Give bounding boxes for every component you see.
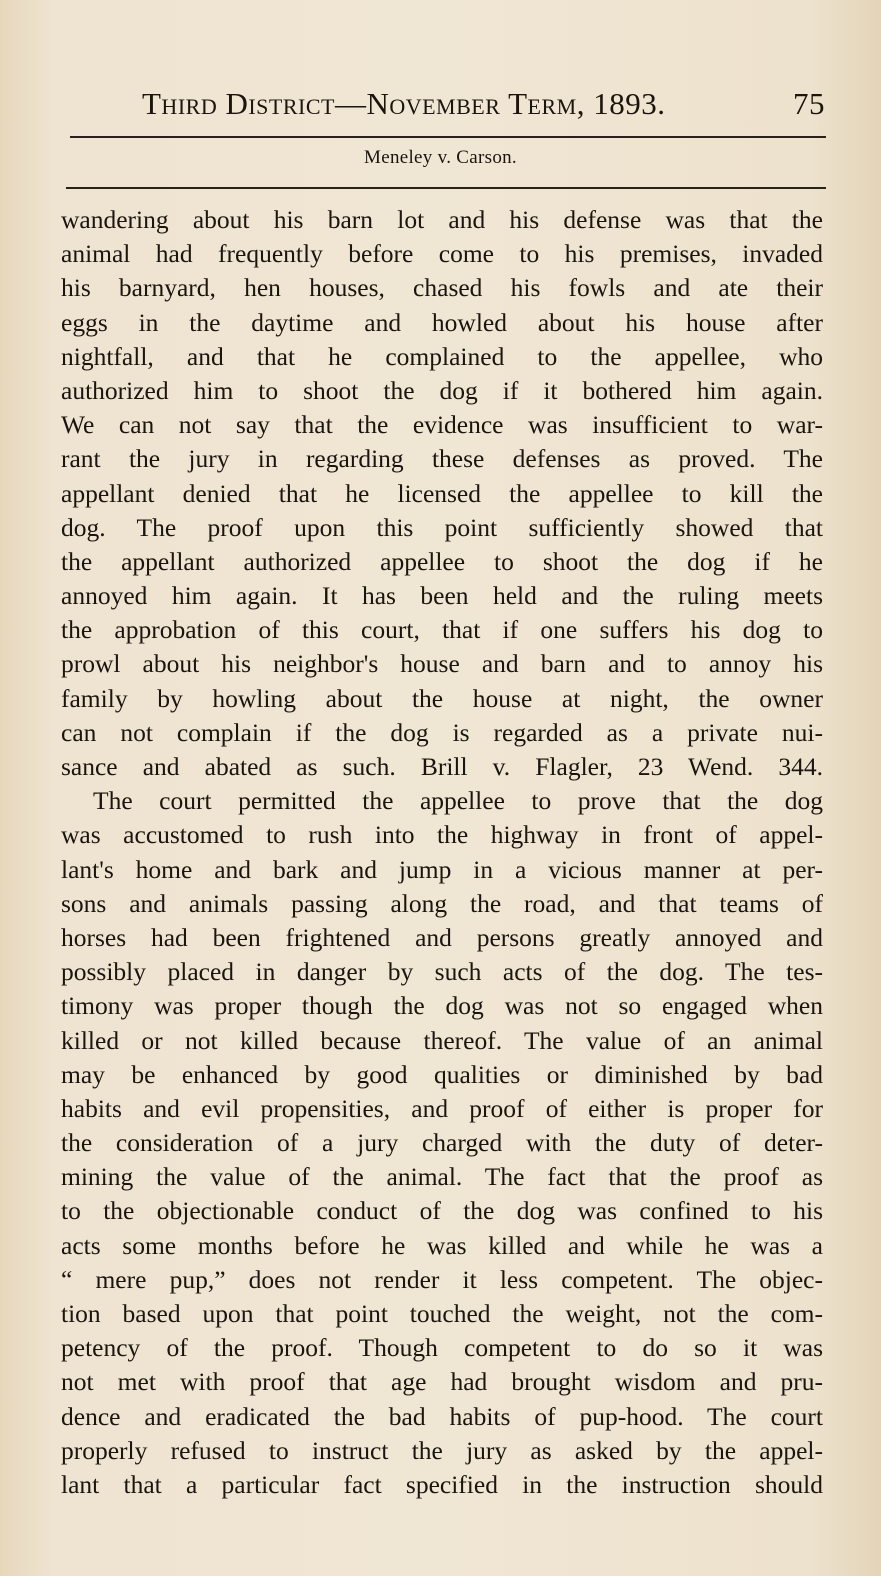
- running-head: [142, 86, 827, 126]
- text-line: his barnyard, hen houses, chased his fowls and ate their: [61, 273, 823, 303]
- header-rule-top: [70, 136, 826, 138]
- text-line: horses had been frightened and persons greatly annoyed and: [61, 922, 823, 952]
- text-line: the approbation of this court, that if one suffers his dog to: [61, 615, 823, 645]
- running-title: Third District—November Term, 1893.: [142, 86, 666, 121]
- text-line: the appellant authorized appellee to shoot the dog if he: [61, 546, 823, 576]
- text-line: lant that a particular fact specified in the instruction should: [61, 1469, 823, 1499]
- paragraph-first-line: The court permitted the appellee to prove that the dog: [93, 786, 823, 816]
- text-line: We can not say that the evidence was insufficient to war-: [61, 410, 823, 440]
- text-line: sance and abated as such. Brill v. Flagler, 23 Wend. 344.: [61, 752, 823, 781]
- text-line: family by howling about the house at night, the owner: [61, 683, 823, 713]
- text-line: annoyed him again. It has been held and the ruling meets: [61, 581, 823, 611]
- text-line: acts some months before he was killed and while he was a: [61, 1230, 823, 1260]
- text-line: was accustomed to rush into the highway in front of appel-: [61, 820, 823, 850]
- text-line: “ mere pup,” does not render it less competent. The objec-: [61, 1264, 823, 1294]
- text-line: to the objectionable conduct of the dog was confined to his: [61, 1196, 823, 1226]
- text-line: possibly placed in danger by such acts of the dog. The tes-: [61, 957, 823, 987]
- text-line: the consideration of a jury charged with the duty of deter-: [61, 1128, 823, 1158]
- text-line: properly refused to instruct the jury as asked by the appel-: [61, 1435, 823, 1465]
- text-line: may be enhanced by good qualities or diminished by bad: [61, 1059, 823, 1089]
- text-line: authorized him to shoot the dog if it bothered him again.: [61, 375, 823, 405]
- text-line: nightfall, and that he complained to the appellee, who: [61, 341, 823, 371]
- text-line: not met with proof that age had brought wisdom and pru-: [61, 1367, 823, 1397]
- text-line: dog. The proof upon this point sufficiently showed that: [61, 512, 823, 542]
- text-line: petency of the proof. Though competent to do so it was: [61, 1333, 823, 1363]
- text-line: mining the value of the animal. The fact that the proof as: [61, 1162, 823, 1192]
- text-line: timony was proper though the dog was not so engaged when: [61, 991, 823, 1021]
- text-line: rant the jury in regarding these defenses as proved. The: [61, 444, 823, 474]
- case-name: Meneley v. Carson.: [364, 147, 517, 168]
- header-rule-bottom: [66, 187, 826, 189]
- text-line: killed or not killed because thereof. The value of an animal: [61, 1025, 823, 1055]
- text-line: sons and animals passing along the road, and that teams of: [61, 888, 823, 918]
- text-line: lant's home and bark and jump in a vicious manner at per-: [61, 854, 823, 884]
- text-line: appellant denied that he licensed the appellee to kill the: [61, 478, 823, 508]
- text-line: habits and evil propensities, and proof of either is proper for: [61, 1093, 823, 1123]
- text-line: wandering about his barn lot and his defense was that the: [61, 205, 823, 234]
- text-line: dence and eradicated the bad habits of pup-hood. The court: [61, 1401, 823, 1431]
- text-line: tion based upon that point touched the weight, not the com-: [61, 1299, 823, 1328]
- body-text: [61, 203, 823, 1502]
- text-line: can not complain if the dog is regarded as a private nui-: [61, 717, 823, 747]
- text-line: animal had frequently before come to his premises, invaded: [61, 239, 823, 269]
- page-number: 75: [793, 86, 825, 121]
- text-line: prowl about his neighbor's house and barn and to annoy his: [61, 649, 823, 679]
- text-line: eggs in the daytime and howled about his house after: [61, 307, 823, 337]
